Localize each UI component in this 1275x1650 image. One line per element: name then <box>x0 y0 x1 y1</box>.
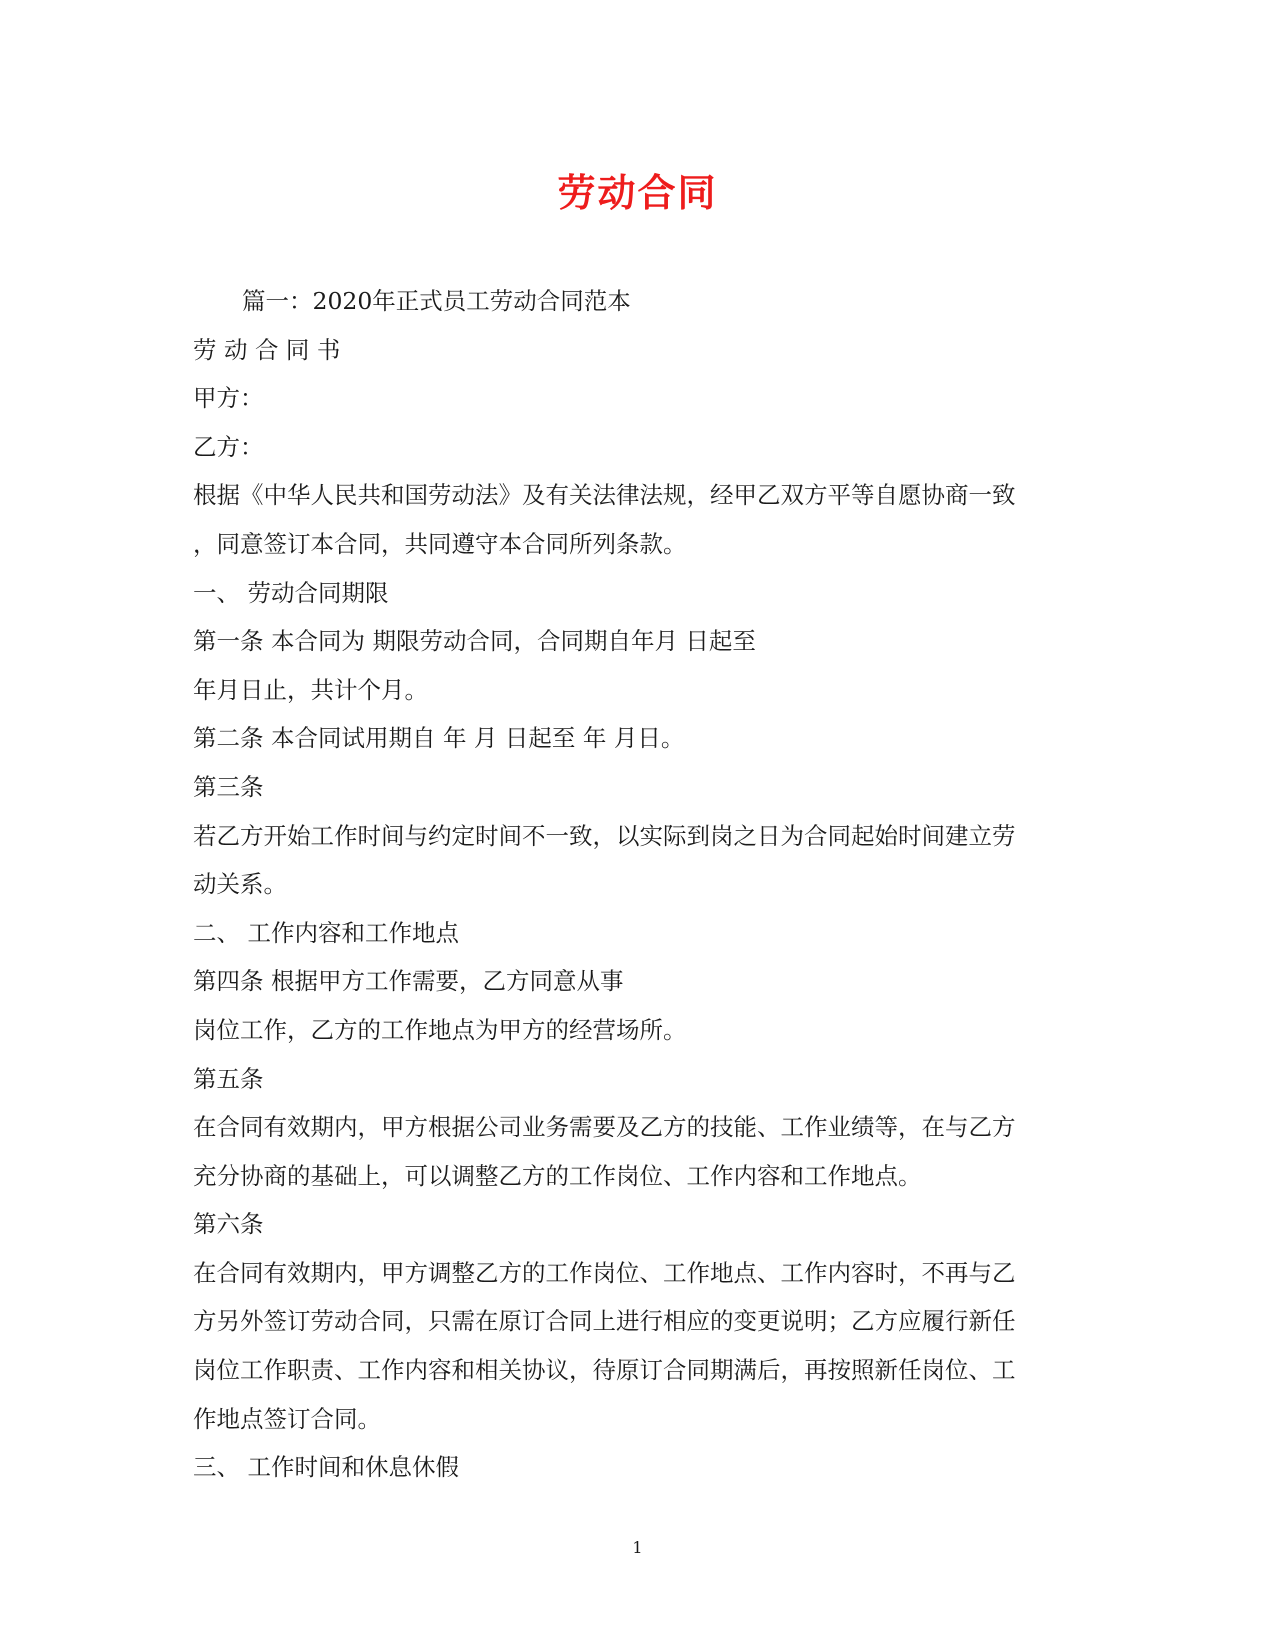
preamble-line: 根据《中华人民共和国劳动法》及有关法律法规，经甲乙双方平等自愿协商一致 <box>193 481 1016 510</box>
preamble-line: ，同意签订本合同，共同遵守本合同所列条款。 <box>193 529 687 558</box>
article-line: 动关系。 <box>193 870 287 899</box>
party-a-label: 甲方： <box>193 384 264 413</box>
article-heading: 第六条 <box>193 1210 264 1239</box>
article-line: 在合同有效期内，甲方根据公司业务需要及乙方的技能、工作业绩等，在与乙方 <box>193 1113 1016 1142</box>
article-line: 在合同有效期内，甲方调整乙方的工作岗位、工作地点、工作内容时，不再与乙 <box>193 1258 1016 1287</box>
article-line: 若乙方开始工作时间与约定时间不一致，以实际到岗之日为合同起始时间建立劳 <box>193 821 1016 850</box>
article-heading: 第三条 <box>193 772 264 801</box>
article-line: 方另外签订劳动合同，只需在原订合同上进行相应的变更说明；乙方应履行新任 <box>193 1307 1016 1336</box>
chapter-heading: 一、 劳动合同期限 <box>193 578 389 607</box>
document-title: 劳动合同 <box>557 170 718 215</box>
article-line: 第一条 本合同为 期限劳动合同，合同期自年月 日起至 <box>193 627 756 656</box>
section-heading: 篇一：2020年正式员工劳动合同范本 <box>242 287 631 315</box>
chapter-heading: 三、 工作时间和休息休假 <box>193 1453 459 1482</box>
party-b-label: 乙方： <box>193 432 264 461</box>
article-line: 作地点签订合同。 <box>193 1404 381 1433</box>
article-heading: 第五条 <box>193 1064 264 1093</box>
document-body <box>193 277 1073 1492</box>
article-line: 第四条 根据甲方工作需要，乙方同意从事 <box>193 967 624 996</box>
article-line: 岗位工作，乙方的工作地点为甲方的经营场所。 <box>193 1015 687 1044</box>
chapter-heading: 二、 工作内容和工作地点 <box>193 918 459 947</box>
article-line: 岗位工作职责、工作内容和相关协议，待原订合同期满后，再按照新任岗位、工 <box>193 1356 1016 1385</box>
article-line: 充分协商的基础上，可以调整乙方的工作岗位、工作内容和工作地点。 <box>193 1161 922 1190</box>
page-number: 1 <box>632 1538 643 1557</box>
article-line: 第二条 本合同试用期自 年 月 日起至 年 月日。 <box>193 724 685 753</box>
contract-heading: 劳 动 合 同 书 <box>193 335 341 364</box>
article-line: 年月日止，共计个月。 <box>193 675 428 704</box>
